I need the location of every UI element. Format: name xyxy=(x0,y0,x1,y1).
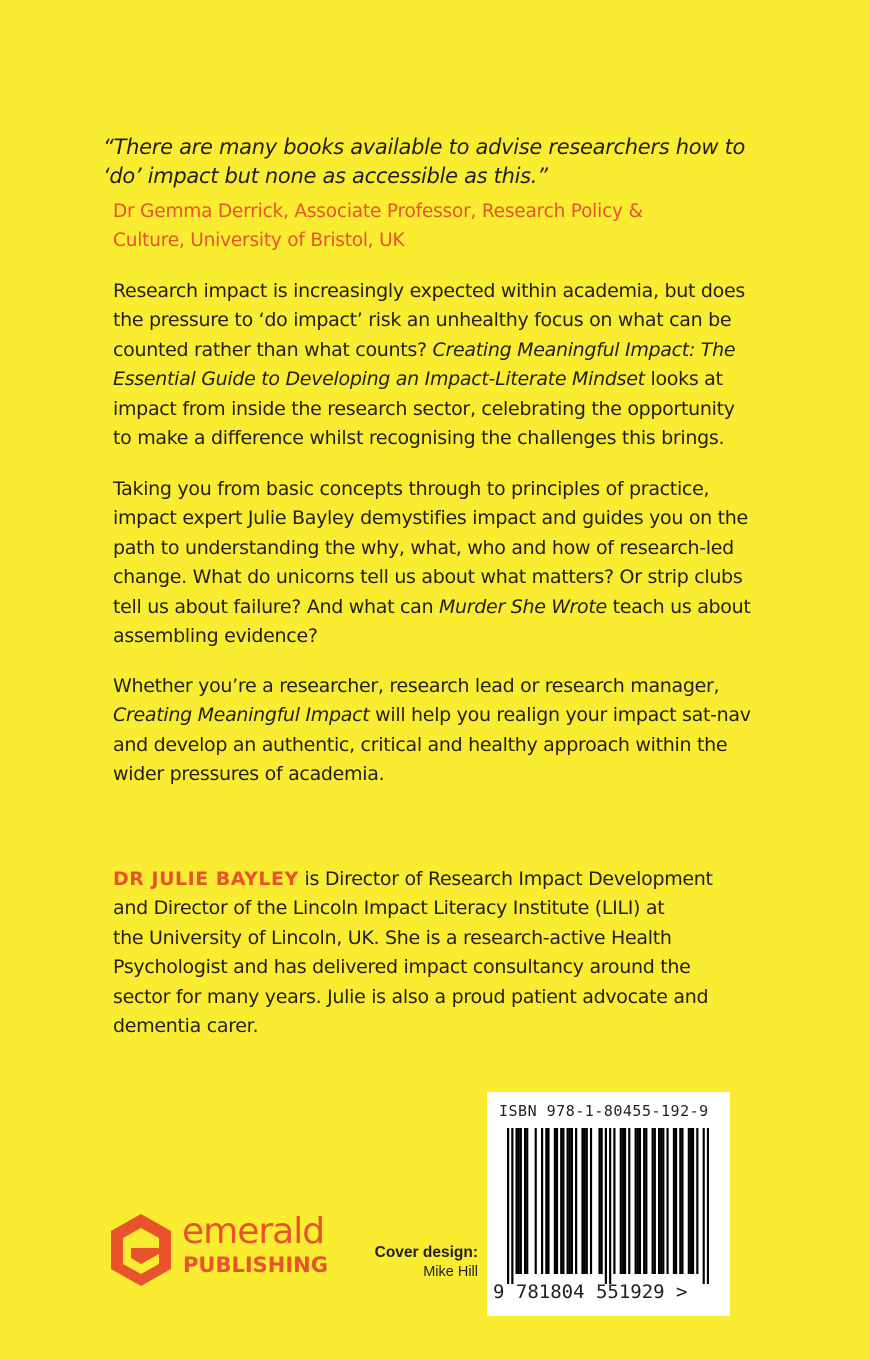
blurb-line: assembling evidence? xyxy=(113,625,318,648)
emerald-publishing-logo-icon xyxy=(108,1212,174,1288)
isbn-label: ISBN 978-1-80455-192-9 xyxy=(499,1102,709,1120)
blurb-line xyxy=(113,701,763,730)
blurb-text: will help you realign your impact sat-nav xyxy=(369,704,751,727)
bio-line: the University of Lincoln, UK. She is a research-active Health xyxy=(113,926,672,949)
blurb-line: to make a difference whilst recognising the challenges this brings. xyxy=(113,427,725,450)
barcode-bar xyxy=(622,1128,624,1274)
barcode-bar xyxy=(692,1128,694,1274)
blurb-line: Taking you from basic concepts through to principles of practice, xyxy=(113,478,710,500)
bio-line: Psychologist and has delivered impact consultancy around the xyxy=(113,956,691,979)
barcode-bar xyxy=(609,1128,611,1284)
barcode-bar xyxy=(524,1128,526,1274)
barcode-bar xyxy=(628,1128,630,1274)
blurb-line xyxy=(113,336,763,365)
barcode-bar xyxy=(688,1128,690,1274)
barcode-bar xyxy=(690,1128,692,1274)
author-name: DR JULIE BAYLEY xyxy=(113,868,299,890)
barcode-bar xyxy=(547,1128,549,1274)
barcode-bar xyxy=(679,1128,681,1274)
quote-line-1: “There are many books available to advise researchers how to xyxy=(103,135,746,159)
cover-design-label: Cover design: xyxy=(374,1244,478,1261)
book-title-italic: Creating Meaningful Impact: The xyxy=(432,338,736,361)
barcode-bar xyxy=(601,1128,603,1274)
blurb-text: looks at xyxy=(644,368,723,391)
blurb-line: Whether you’re a researcher, research lead or research manager, xyxy=(113,675,720,697)
barcode-bar xyxy=(660,1128,662,1274)
blurb-line: Research impact is increasingly expected within academia, but does xyxy=(113,280,745,302)
blurb-paragraph-3 xyxy=(113,672,763,790)
book-subtitle-italic: Essential Guide to Developing an Impact-Literate Mindset xyxy=(113,368,645,391)
barcode-bar xyxy=(645,1128,647,1274)
cover-designer-name: Mike Hill xyxy=(423,1264,478,1280)
barcode-bar xyxy=(586,1128,588,1274)
blurb-line xyxy=(113,593,763,622)
logo-wordmark-emerald: emerald xyxy=(182,1211,325,1252)
blurb-line: change. What do unicorns tell us about what matters? Or strip clubs xyxy=(113,566,743,589)
barcode-bar xyxy=(681,1128,683,1274)
barcode-bar xyxy=(662,1128,664,1274)
blurb-line: impact expert Julie Bayley demystifies impact and guides you on the xyxy=(113,507,748,530)
barcode-bar xyxy=(673,1128,675,1274)
bio-text: is Director of Research Impact Development xyxy=(298,868,713,890)
barcode-bar xyxy=(507,1128,509,1284)
barcode-bar xyxy=(639,1128,641,1274)
barcode-bar xyxy=(675,1128,677,1274)
barcode-bar xyxy=(560,1128,562,1274)
blurb-text: counted rather than what counts? xyxy=(113,338,433,361)
bio-line: and Director of the Lincoln Impact Literacy Institute (LILI) at xyxy=(113,897,665,920)
quote-attribution xyxy=(113,197,753,255)
barcode-bar xyxy=(703,1128,705,1284)
review-quote xyxy=(103,133,783,191)
barcode-bar xyxy=(535,1128,537,1274)
blurb-line: wider pressures of academia. xyxy=(113,763,385,786)
barcode-bar xyxy=(613,1128,615,1274)
book-title-italic: Creating Meaningful Impact xyxy=(113,704,370,727)
bio-line xyxy=(113,865,763,894)
barcode-bar xyxy=(526,1128,528,1274)
barcode-bar xyxy=(620,1128,622,1274)
barcode-bar xyxy=(696,1128,698,1274)
bio-line: dementia carer. xyxy=(113,1015,259,1038)
barcode-bar xyxy=(562,1128,564,1274)
barcode-bar xyxy=(511,1128,513,1284)
barcode-bar xyxy=(554,1128,556,1274)
barcode-bar xyxy=(605,1128,607,1284)
blurb-paragraph-1 xyxy=(113,277,763,453)
blurb-line: and develop an authentic, critical and healthy approach within the xyxy=(113,733,728,756)
barcode-bar xyxy=(567,1128,569,1274)
barcode-bar xyxy=(654,1128,656,1274)
publisher-logo xyxy=(108,1212,338,1292)
logo-wordmark-publishing: PUBLISHING xyxy=(183,1253,328,1277)
barcode-bar xyxy=(518,1128,520,1274)
barcode-bar xyxy=(637,1128,639,1274)
blurb-text: teach us about xyxy=(606,595,751,618)
barcode-bar xyxy=(556,1128,558,1274)
blurb-text: tell us about failure? And what can xyxy=(113,595,439,618)
barcode-bar xyxy=(581,1128,583,1274)
barcode-bar xyxy=(584,1128,586,1274)
barcode-bar xyxy=(652,1128,654,1274)
barcode-bar xyxy=(516,1128,518,1274)
show-title-italic: Murder She Wrote xyxy=(438,595,607,618)
barcode-bar xyxy=(666,1128,668,1274)
barcode-bar xyxy=(545,1128,547,1274)
blurb-line: path to understanding the why, what, who and how of research-led xyxy=(113,536,734,559)
barcode-bar xyxy=(520,1128,522,1274)
barcode-bars xyxy=(507,1128,709,1284)
barcode-bar xyxy=(707,1128,709,1284)
barcode-bar xyxy=(658,1128,660,1274)
barcode-bar xyxy=(541,1128,543,1274)
barcode-bar xyxy=(569,1128,571,1274)
barcode-bar xyxy=(624,1128,626,1274)
barcode-bar xyxy=(571,1128,573,1274)
attribution-line-1: Dr Gemma Derrick, Associate Professor, Research Policy & xyxy=(113,201,643,222)
barcode-bar xyxy=(575,1128,577,1274)
barcode-bar xyxy=(643,1128,645,1274)
isbn-barcode xyxy=(487,1092,730,1316)
quote-line-2: ‘do’ impact but none as accessible as this.” xyxy=(103,164,548,188)
blurb-paragraph-2 xyxy=(113,475,763,651)
bio-line: sector for many years. Julie is also a proud patient advocate and xyxy=(113,985,709,1008)
blurb-line: impact from inside the research sector, celebrating the opportunity xyxy=(113,397,735,420)
blurb-line xyxy=(113,365,763,394)
author-bio xyxy=(113,865,763,1041)
blurb-line: the pressure to ‘do impact’ risk an unhealthy focus on what can be xyxy=(113,309,732,332)
barcode-bar xyxy=(598,1128,600,1274)
ean-digits: 9 781804 551929 > xyxy=(493,1281,688,1303)
barcode-bar xyxy=(635,1128,637,1274)
barcode-bar xyxy=(590,1128,592,1274)
attribution-line-2: Culture, University of Bristol, UK xyxy=(113,230,405,251)
